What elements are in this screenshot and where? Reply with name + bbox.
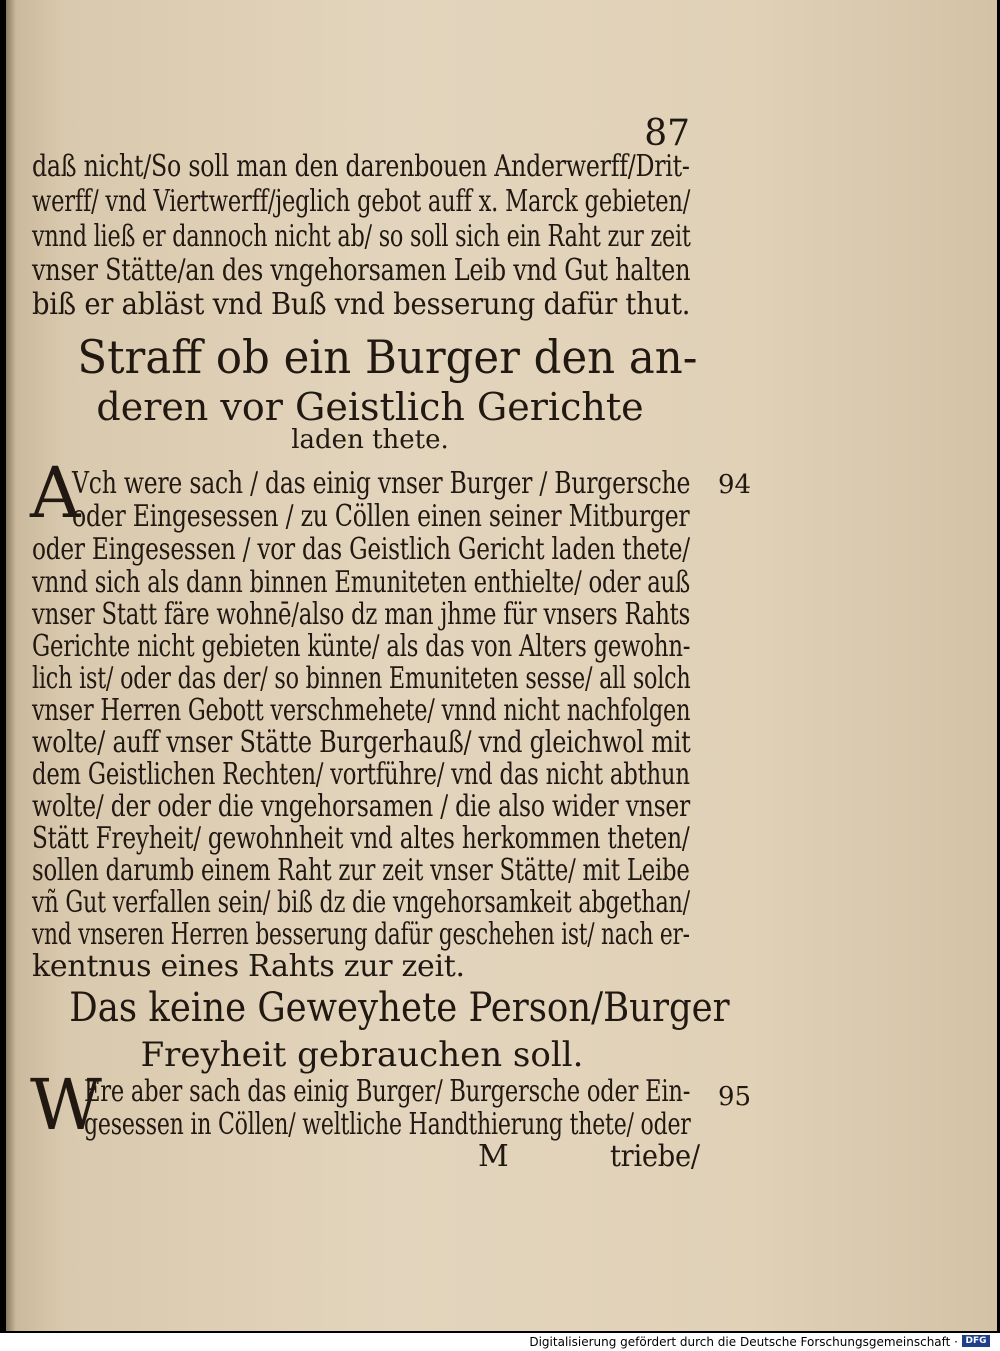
- drop-capital: W: [30, 1064, 102, 1146]
- dfg-logo: DFG: [962, 1335, 990, 1347]
- body-line: werff/ vnd Viertwerff/jeglich gebot auff x. Marck gebieten/: [32, 184, 691, 219]
- body-line: kentnus eines Rahts zur zeit.: [32, 949, 465, 984]
- body-line: vnser Statt färe wohnē/also dz man jhme für vnsers Rahts: [32, 597, 691, 632]
- body-line: Stätt Freyheit/ gewohnheit vnd altes herkommen theten/: [32, 821, 690, 856]
- folio-number: 87: [644, 113, 690, 154]
- signature-mark: M: [478, 1139, 509, 1174]
- section-heading: Das keine Geweyhete Person/Burger: [69, 985, 730, 1031]
- body-line: Ere aber sach das einig Burger/ Burgersche oder Ein-: [84, 1074, 691, 1109]
- body-line: vnd vnseren Herren besserung dafür geschehen ist/ nach er-: [32, 917, 690, 952]
- section-heading: Freyheit gebrauchen soll.: [140, 1035, 584, 1075]
- section-heading: Straff ob ein Burger den an-: [77, 330, 698, 384]
- body-line: vnser Stätte/an des vngehorsamen Leib vnd Gut halten: [32, 253, 691, 288]
- drop-capital: A: [30, 452, 81, 534]
- body-line: vñ Gut verfallen sein/ biß dz die vngehorsamkeit abgethan/: [32, 885, 690, 920]
- body-line: gesessen in Cöllen/ weltliche Handthierung thete/ oder: [84, 1107, 691, 1142]
- funding-credit: Digitalisierung gefördert durch die Deutsche Forschungsgemeinschaft ·: [529, 1335, 958, 1349]
- catchword: triebe/: [610, 1139, 700, 1174]
- margin-number: 94: [718, 470, 752, 500]
- body-line: Vch were sach / das einig vnser Burger / Burgersche: [72, 466, 691, 501]
- body-line: wolte/ der oder die vngehorsamen / die also wider vnser: [32, 789, 691, 824]
- section-heading: deren vor Geistlich Gerichte: [96, 385, 644, 429]
- margin-number: 95: [718, 1082, 752, 1112]
- body-line: dem Geistlichen Rechten/ vortführe/ vnd das nicht abthun: [32, 757, 690, 792]
- body-line: oder Eingesessen / zu Cöllen einen seiner Mitburger: [72, 499, 690, 534]
- body-line: daß nicht/So soll man den darenbouen Anderwerff/Drit-: [32, 149, 690, 184]
- body-line: oder Eingesessen / vor das Geistlich Gericht laden thete/: [32, 532, 690, 567]
- body-line: sollen darumb einem Raht zur zeit vnser Stätte/ mit Leibe: [32, 853, 690, 888]
- body-line: biß er abläst vnd Buß vnd besserung dafür thut.: [32, 287, 691, 322]
- body-line: vnnd ließ er dannoch nicht ab/ so soll sich ein Raht zur zeit: [32, 219, 691, 254]
- body-line: Gerichte nicht gebieten künte/ als das von Alters gewohn-: [32, 629, 691, 664]
- section-heading: laden thete.: [291, 425, 449, 455]
- body-line: vnnd sich als dann binnen Emuniteten enthielte/ oder auß: [32, 565, 690, 600]
- page-edge-shadow: [6, 0, 16, 1331]
- body-line: vnser Herren Gebott verschmehete/ vnnd nicht nachfolgen: [32, 693, 691, 728]
- body-line: lich ist/ oder das der/ so binnen Emuniteten sesse/ all solch: [32, 661, 691, 696]
- body-line: wolte/ auff vnser Stätte Burgerhauß/ vnd gleichwol mit: [32, 725, 691, 760]
